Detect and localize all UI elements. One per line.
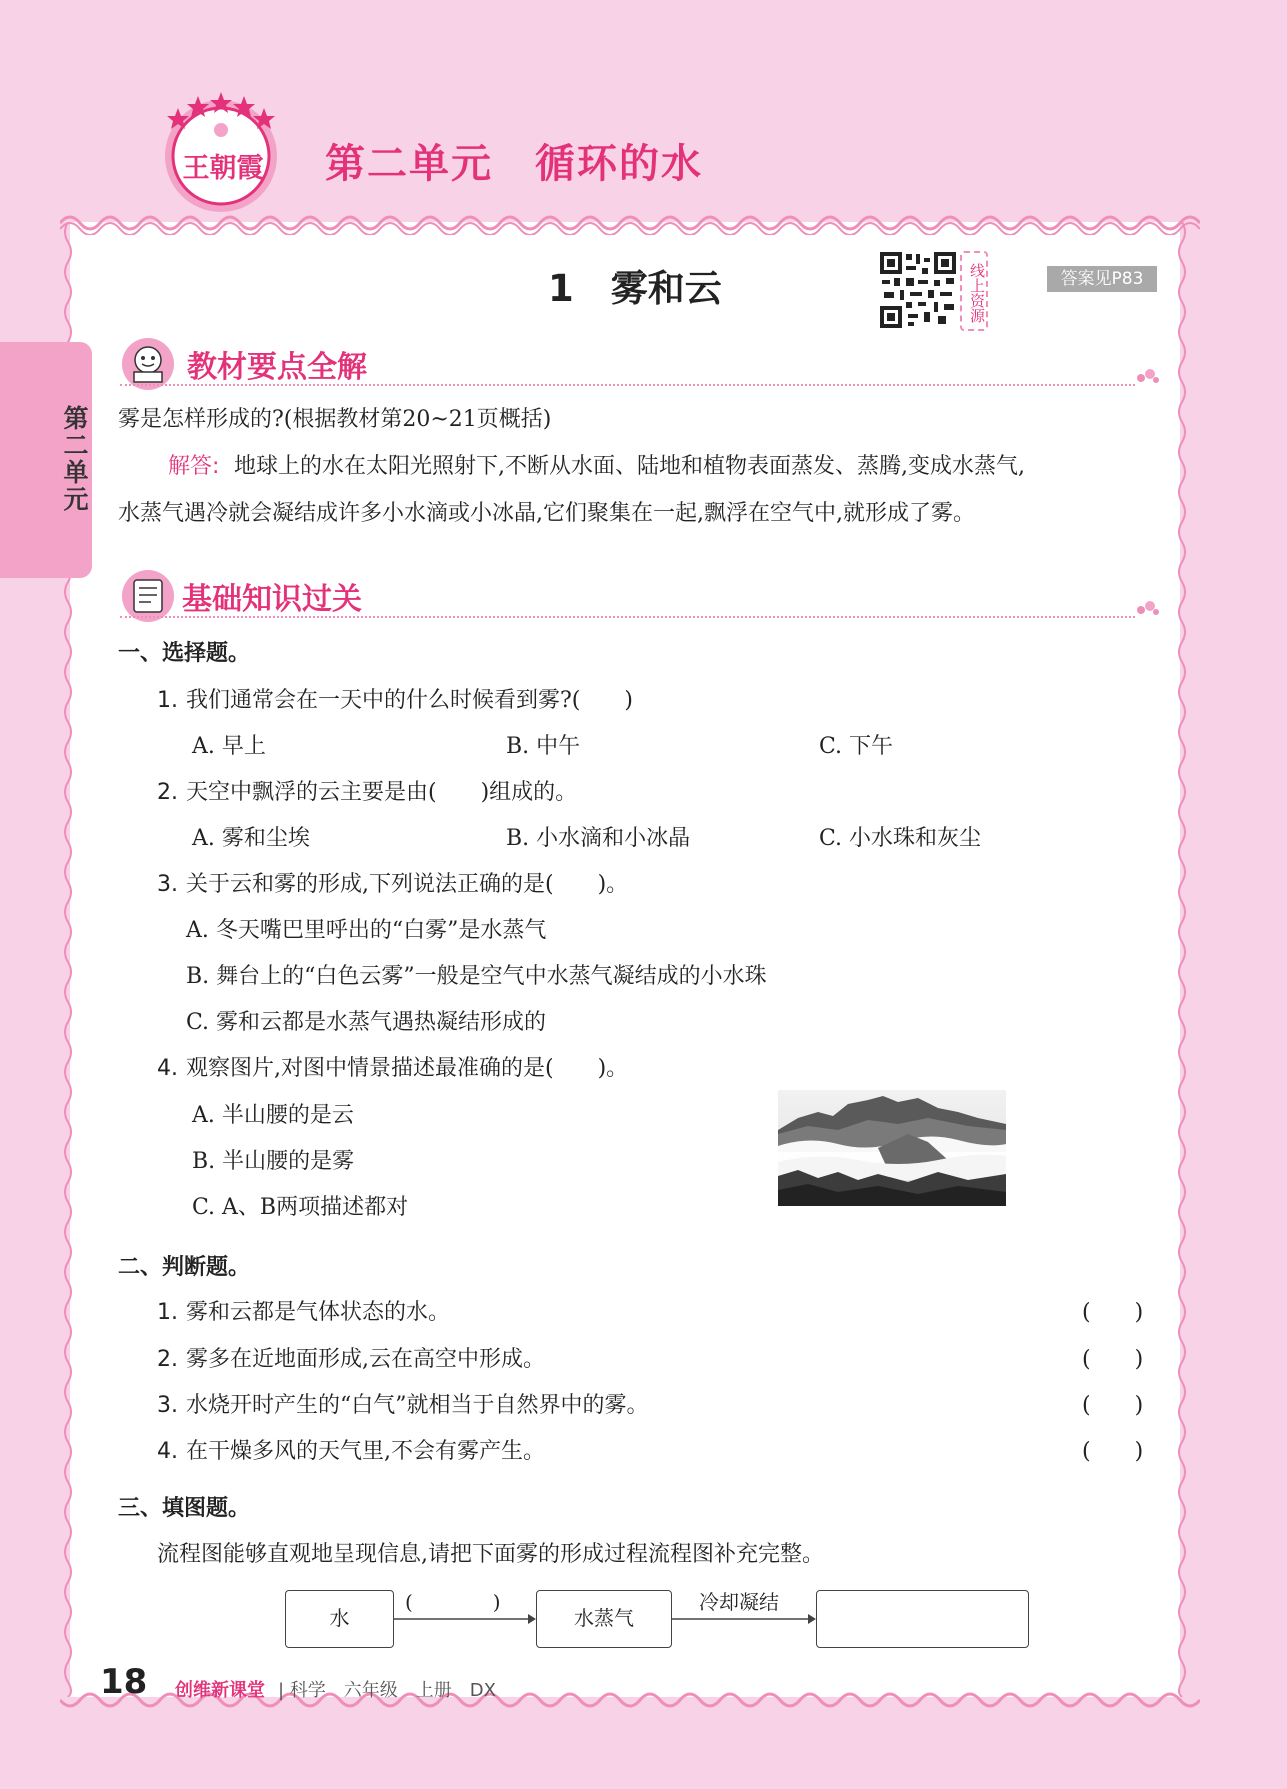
divider-dots-icon — [1135, 598, 1161, 618]
q3-number: 3. — [157, 872, 178, 897]
diagram-heading: 三、填图题。 — [118, 1496, 251, 1521]
judge-1-number: 1. — [157, 1300, 178, 1325]
section-divider — [120, 616, 1135, 618]
q1-text: 我们通常会在一天中的什么时候看到雾?( ) — [186, 688, 633, 713]
q4-text: 观察图片,对图中情景描述最准确的是( )。 — [186, 1056, 629, 1081]
judge-4-number: 4. — [157, 1439, 178, 1464]
q3-text: 关于云和雾的形成,下列说法正确的是( )。 — [186, 872, 629, 897]
right-wave-border — [1176, 222, 1190, 1697]
footer-book-info: | 科学 六年级 上册 DX — [278, 1680, 496, 1701]
judge-3-blank[interactable]: ( ) — [1082, 1393, 1144, 1418]
flow-blank-evaporation[interactable]: ( ) — [405, 1590, 501, 1614]
diagram-instruction: 流程图能够直观地呈现信息,请把下面雾的形成过程流程图补充完整。 — [157, 1542, 824, 1567]
online-resource-label: 线上资源 — [960, 251, 988, 331]
q3-option-b[interactable]: B. 舞台上的“白色云雾”一般是空气中水蒸气凝结成的小水珠 — [186, 964, 767, 989]
page-number: 18 — [100, 1662, 148, 1702]
q1-option-c[interactable]: C. 下午 — [819, 734, 894, 759]
q2-option-c[interactable]: C. 小水珠和灰尘 — [819, 826, 982, 851]
q2-option-b[interactable]: B. 小水滴和小冰晶 — [506, 826, 691, 851]
unit-title: 第二单元 循环的水 — [325, 141, 703, 187]
answer-line-2: 水蒸气遇冷就会凝结成许多小水滴或小冰晶,它们聚集在一起,飘浮在空气中,就形成了雾。 — [118, 501, 975, 526]
brand-logo-text: 王朝霞 — [182, 153, 264, 184]
answer-reference-badge: 答案见P83 — [1047, 266, 1157, 292]
page-paper — [70, 222, 1180, 1697]
top-wave-border — [60, 205, 1200, 235]
footer-brand: 创维新课堂 — [175, 1680, 265, 1701]
q4-option-b[interactable]: B. 半山腰的是雾 — [192, 1149, 355, 1174]
flow-label-cooling: 冷却凝结 — [699, 1590, 779, 1614]
page-header — [0, 0, 1287, 230]
q2-number: 2. — [157, 780, 178, 805]
judge-1-blank[interactable]: ( ) — [1082, 1300, 1144, 1325]
flow-box-water-vapor: 水蒸气 — [536, 1590, 672, 1648]
q1-option-b[interactable]: B. 中午 — [506, 734, 581, 759]
side-tab-label: 第二单元 — [60, 405, 89, 513]
flow-box-water: 水 — [285, 1590, 394, 1648]
judge-4-text: 在干燥多风的天气里,不会有雾产生。 — [186, 1439, 545, 1464]
judge-3-number: 3. — [157, 1393, 178, 1418]
flow-box-answer[interactable] — [816, 1590, 1029, 1648]
q4-option-c[interactable]: C. A、B两项描述都对 — [192, 1195, 409, 1220]
q1-number: 1. — [157, 688, 178, 713]
choice-heading: 一、选择题。 — [118, 641, 251, 666]
answer-line-1: 地球上的水在太阳光照射下,不断从水面、陆地和植物表面蒸发、蒸腾,变成水蒸气, — [234, 454, 1025, 479]
q2-option-a[interactable]: A. 雾和尘埃 — [192, 826, 310, 851]
q1-option-a[interactable]: A. 早上 — [192, 734, 266, 759]
q2-text: 天空中飘浮的云主要是由( )组成的。 — [186, 780, 578, 805]
q3-option-a[interactable]: A. 冬天嘴巴里呼出的“白雾”是水蒸气 — [186, 918, 547, 943]
q4-option-a[interactable]: A. 半山腰的是云 — [192, 1103, 354, 1128]
q4-number: 4. — [157, 1056, 178, 1081]
qr-code-icon[interactable] — [878, 250, 958, 330]
judge-2-blank[interactable]: ( ) — [1082, 1347, 1144, 1372]
mountain-fog-photo — [778, 1090, 1006, 1206]
lesson-title: 1 雾和云 — [548, 267, 722, 310]
key-question: 雾是怎样形成的?(根据教材第20~21页概括) — [118, 407, 552, 432]
judge-4-blank[interactable]: ( ) — [1082, 1439, 1144, 1464]
q3-option-c[interactable]: C. 雾和云都是水蒸气遇热凝结形成的 — [186, 1010, 547, 1035]
divider-dots-icon — [1135, 366, 1161, 386]
judge-1-text: 雾和云都是气体状态的水。 — [186, 1300, 451, 1325]
judge-3-text: 水烧开时产生的“白气”就相当于自然界中的雾。 — [186, 1393, 649, 1418]
judgment-heading: 二、判断题。 — [118, 1255, 251, 1280]
answer-label: 解答: — [168, 454, 220, 479]
section-title-basic-knowledge: 基础知识过关 — [182, 582, 362, 617]
section-divider — [120, 384, 1135, 386]
judge-2-number: 2. — [157, 1347, 178, 1372]
judge-2-text: 雾多在近地面形成,云在高空中形成。 — [186, 1347, 545, 1372]
section-title-key-points: 教材要点全解 — [187, 350, 367, 385]
